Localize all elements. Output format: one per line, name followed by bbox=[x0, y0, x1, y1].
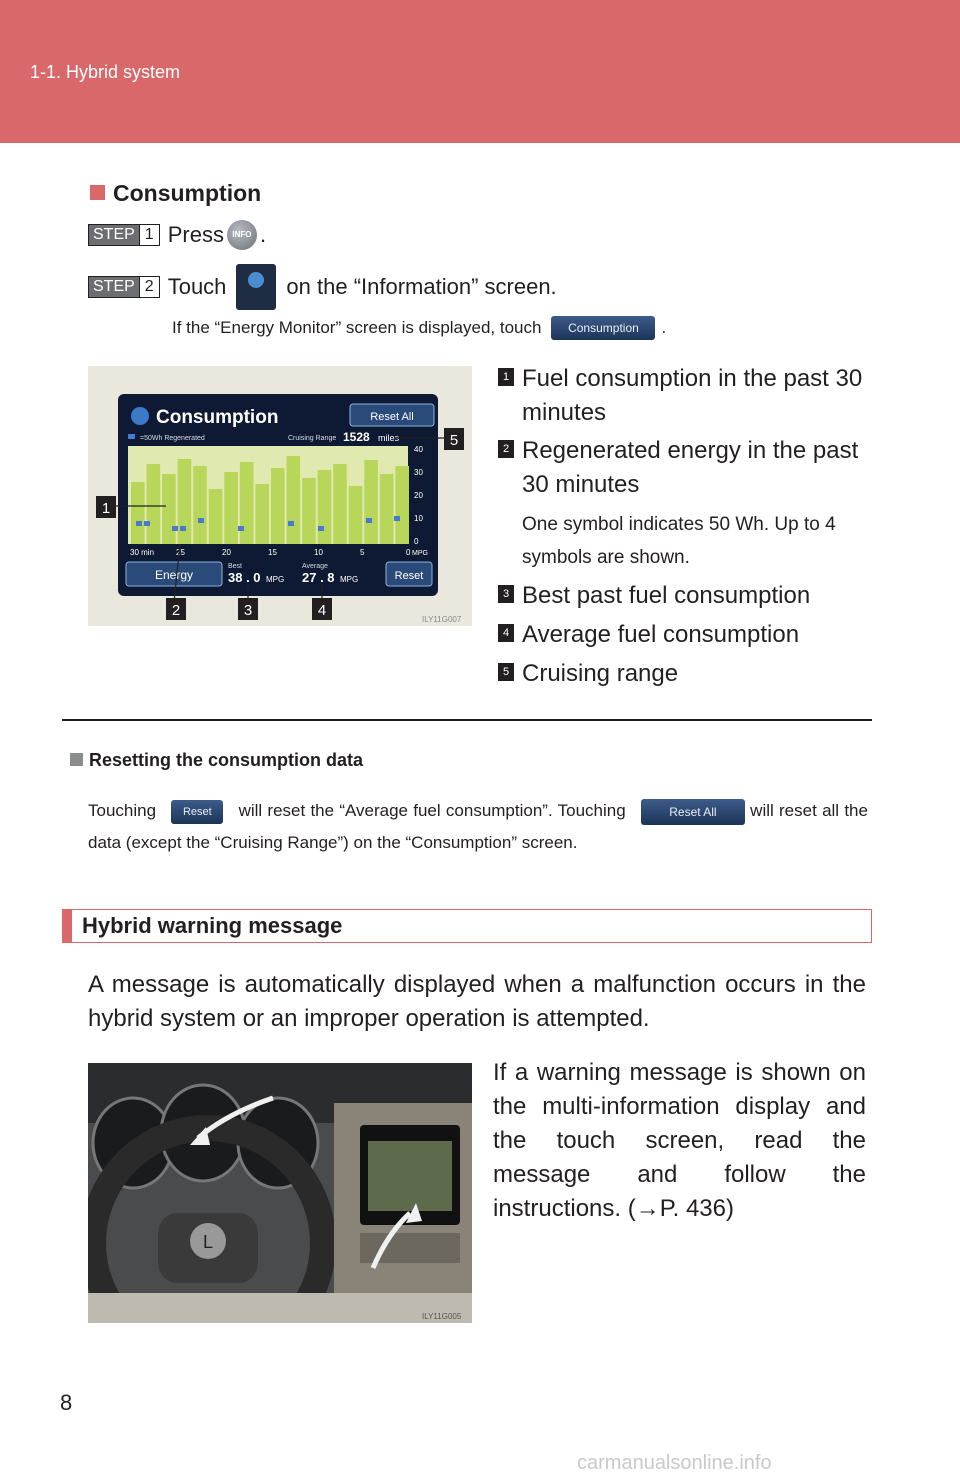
y-tick-label: 20 bbox=[414, 491, 423, 500]
chart-bar bbox=[255, 484, 269, 544]
chart-bar bbox=[395, 466, 409, 544]
regen-symbol bbox=[198, 518, 204, 523]
screen-legend-key: =50Wh Regenerated bbox=[140, 435, 205, 442]
trip-information-icon bbox=[236, 264, 276, 310]
svg-text:2: 2 bbox=[171, 602, 181, 619]
chart-bar bbox=[287, 456, 301, 544]
screen-energy-button: Energy bbox=[154, 568, 194, 582]
regen-symbol bbox=[172, 526, 178, 531]
regen-symbol bbox=[144, 521, 150, 526]
screen-reset-all: Reset All bbox=[370, 411, 414, 423]
legend-subtext: One symbol indicates 50 Wh. Up to 4 symbols are shown. bbox=[522, 514, 836, 568]
step-1-period: . bbox=[259, 222, 267, 247]
hybrid-warning-side-text: If a warning message is shown on the multi-information display and the touch screen, read the message and follow the instructions. (→P. 436) bbox=[493, 1059, 866, 1222]
note-period: . bbox=[661, 318, 667, 337]
legend-number: 2 bbox=[498, 440, 514, 458]
callout-5 bbox=[444, 428, 464, 450]
x-tick-label: 20 bbox=[222, 548, 231, 557]
chart-bar bbox=[147, 464, 161, 544]
x-tick-label: 0 bbox=[406, 548, 411, 557]
watermark: carmanualsonline.info bbox=[577, 1452, 772, 1474]
dashboard-svg bbox=[88, 1063, 472, 1323]
consumption-heading bbox=[90, 180, 261, 207]
gray-square-icon bbox=[70, 753, 83, 766]
heading-square-icon bbox=[90, 185, 105, 200]
reset-button-icon: Reset bbox=[171, 800, 223, 824]
note-text: If the “Energy Monitor” screen is displayed, touch bbox=[172, 318, 542, 337]
chart-bar bbox=[318, 470, 332, 544]
page-number: 8 bbox=[60, 1390, 73, 1415]
screen-average-value: 27 . 8 bbox=[302, 570, 335, 585]
consumption-screen-svg bbox=[88, 366, 472, 626]
legend-number: 4 bbox=[498, 624, 514, 642]
dashboard-image bbox=[88, 1063, 472, 1323]
y-tick-label: 0 bbox=[414, 537, 419, 546]
chart-bar bbox=[209, 489, 223, 544]
y-tick-label: 30 bbox=[414, 468, 423, 477]
reset-text-2: will reset the “Average fuel consumption”. Touching bbox=[238, 801, 626, 820]
consumption-title-text: Consumption bbox=[113, 180, 262, 206]
screen-best-mpg: MPG bbox=[266, 575, 285, 584]
screen-cruising-value: 1528 bbox=[343, 430, 370, 444]
chart-bar bbox=[193, 466, 207, 544]
step-2-text: Touch bbox=[167, 274, 227, 299]
svg-text:1: 1 bbox=[101, 500, 111, 517]
x-tick-label: 15 bbox=[268, 548, 277, 557]
step-label: STEP bbox=[89, 277, 139, 297]
svg-text:4: 4 bbox=[317, 602, 327, 619]
legend-number: 5 bbox=[498, 663, 514, 681]
hybrid-warning-heading: Hybrid warning message bbox=[62, 909, 872, 943]
step-1-text: Press bbox=[167, 222, 224, 247]
regen-symbol bbox=[288, 521, 294, 526]
reset-title-text: Resetting the consumption data bbox=[89, 750, 364, 770]
chart-bar bbox=[380, 474, 394, 544]
x-tick-label: 10 bbox=[314, 548, 323, 557]
step-1 bbox=[88, 220, 266, 250]
step-1-badge bbox=[88, 224, 160, 246]
chart-bar bbox=[333, 464, 347, 544]
info-button-icon: INFO bbox=[227, 220, 257, 250]
chart-bar bbox=[224, 472, 238, 544]
reset-text-3: will reset all the data (except the “Cruising Range”) on the “Consumption” screen. bbox=[88, 801, 868, 852]
consumption-button-icon: Consumption bbox=[551, 316, 655, 340]
chart-bar bbox=[302, 478, 316, 544]
reset-all-button-icon: Reset All bbox=[641, 799, 745, 825]
legend-text: Fuel consumption in the past 30 minutes bbox=[522, 365, 863, 426]
legend-text: Cruising range bbox=[522, 660, 679, 687]
x-tick-label: 5 bbox=[360, 548, 365, 557]
x-tick-label: 30 min bbox=[130, 548, 155, 557]
energy-monitor-note bbox=[172, 316, 666, 340]
y-tick-label: 10 bbox=[414, 514, 423, 523]
chart-bar bbox=[349, 486, 363, 544]
screen-reset-button: Reset bbox=[394, 570, 424, 582]
screen-title: Consumption bbox=[156, 407, 279, 428]
chart-bar bbox=[178, 459, 192, 544]
screen-cruising-unit: miles bbox=[378, 433, 400, 443]
screen-cruising-label: Cruising Range bbox=[288, 435, 337, 442]
step-2 bbox=[88, 264, 557, 310]
callout-1 bbox=[96, 496, 116, 518]
step-2-text-after: on the “Information” screen. bbox=[286, 274, 557, 299]
svg-text:L: L bbox=[202, 1232, 214, 1252]
screen-y-unit: MPG bbox=[412, 550, 428, 557]
screen-best-label: Best bbox=[228, 563, 243, 570]
regen-symbol bbox=[136, 521, 142, 526]
regen-symbol bbox=[366, 518, 372, 523]
section-divider bbox=[62, 719, 872, 721]
step-number: 2 bbox=[139, 277, 159, 297]
consumption-screen-image bbox=[88, 366, 472, 626]
reset-paragraph bbox=[88, 795, 868, 859]
legend-number: 1 bbox=[498, 368, 514, 386]
chart-bar bbox=[240, 462, 254, 544]
dash-image-code: ILY11G005 bbox=[422, 1312, 462, 1321]
chart-bar bbox=[364, 460, 378, 544]
screen-image-code: ILY11G007 bbox=[422, 615, 462, 624]
legend-text: Average fuel consumption bbox=[522, 621, 800, 648]
screen-average-label: Average bbox=[302, 563, 328, 570]
step-label: STEP bbox=[89, 225, 139, 245]
legend-number: 3 bbox=[498, 585, 514, 603]
chart-bar bbox=[271, 468, 285, 544]
legend-text: Regenerated energy in the past 30 minutes bbox=[522, 437, 859, 498]
step-number: 1 bbox=[139, 225, 159, 245]
y-tick-label: 40 bbox=[414, 445, 423, 454]
callout-3 bbox=[238, 598, 258, 620]
regen-symbol bbox=[238, 526, 244, 531]
screen-best-value: 38 . 0 bbox=[228, 570, 261, 585]
regen-symbol bbox=[318, 526, 324, 531]
x-tick-label: 25 bbox=[176, 548, 185, 557]
screen-average-mpg: MPG bbox=[340, 575, 359, 584]
chart-bar bbox=[131, 482, 145, 544]
chart-bar bbox=[162, 474, 176, 544]
callout-2 bbox=[166, 598, 186, 620]
step-2-badge bbox=[88, 276, 160, 298]
reset-text-1: Touching bbox=[88, 801, 157, 820]
regen-symbol bbox=[394, 516, 400, 521]
legend-text: Best past fuel consumption bbox=[522, 582, 811, 609]
reset-heading bbox=[70, 750, 363, 771]
callout-4 bbox=[312, 598, 332, 620]
svg-text:3: 3 bbox=[243, 602, 253, 619]
svg-text:5: 5 bbox=[449, 432, 459, 449]
hybrid-warning-paragraph: A message is automatically displayed when a malfunction occurs in the hybrid system or an improper operation is attempted. bbox=[88, 971, 866, 1032]
regen-symbol bbox=[180, 526, 186, 531]
section-title: 1-1. Hybrid system bbox=[30, 62, 181, 82]
page-header bbox=[0, 0, 960, 143]
